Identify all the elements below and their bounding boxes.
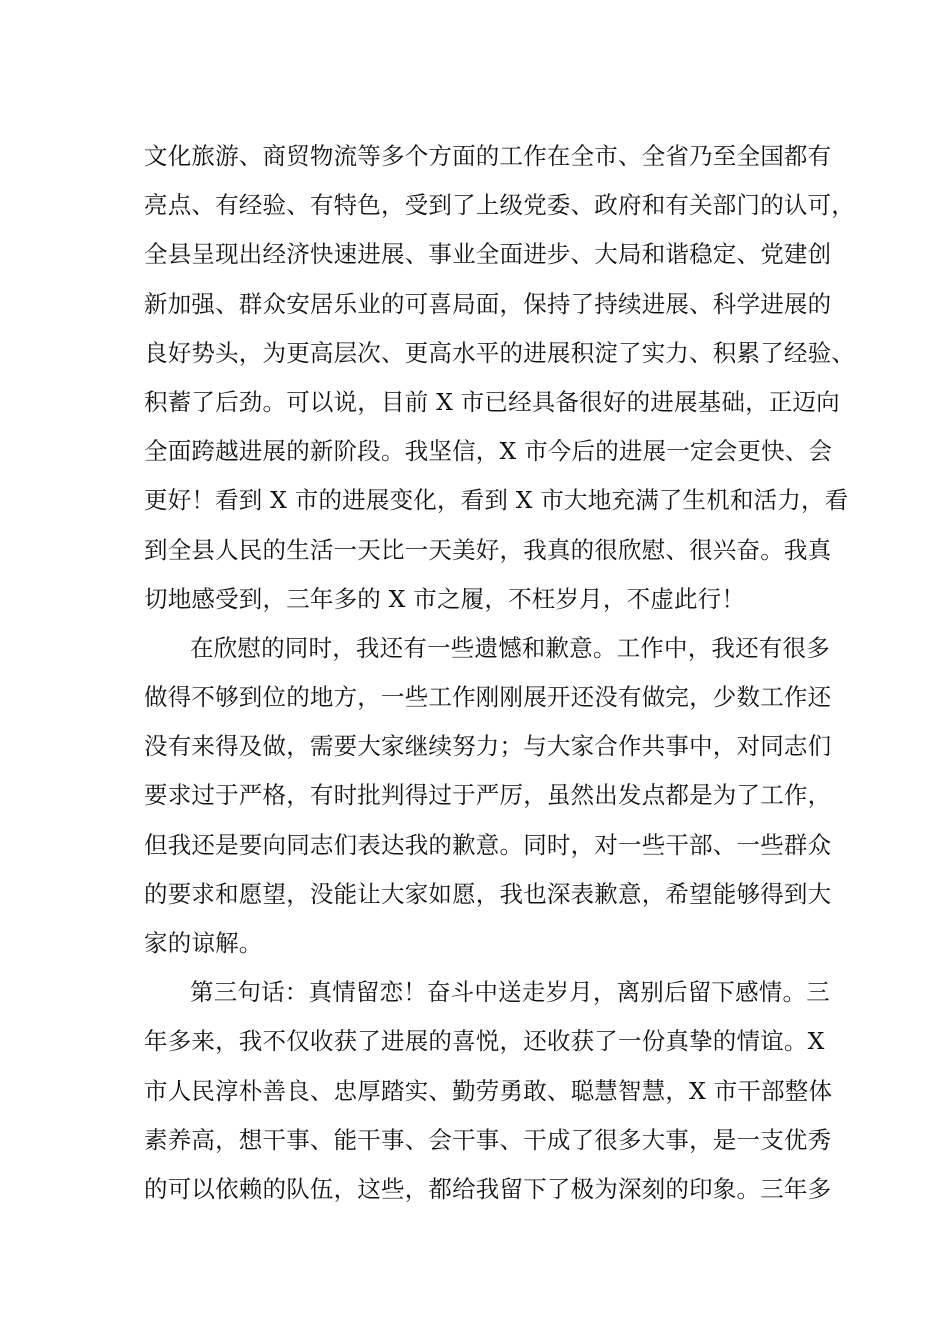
text-line: 到全县人民的生活一天比一天美好，我真的很欣慰、很兴奋。我真 — [144, 535, 832, 564]
text-line: 市人民淳朴善良、忠厚踏实、勤劳勇敢、聪慧智慧，X 市干部整体 — [144, 1076, 833, 1105]
text-line: 的要求和愿望，没能让大家如愿，我也深表歉意，希望能够得到大 — [144, 879, 832, 908]
text-line: 更好！看到 X 市的进展变化，看到 X 市大地充满了生机和活力，看 — [144, 486, 849, 515]
text-line: 全县呈现出经济快速进展、事业全面进步、大局和谐稳定、党建创 — [144, 240, 832, 269]
paragraph-2 — [144, 624, 832, 968]
text-line: 第三句话：真情留恋！奋斗中送走岁月，离别后留下感情。三 — [190, 978, 830, 1007]
text-line: 要求过于严格，有时批判得过于严厉，虽然出发点都是为了工作， — [144, 781, 832, 810]
text-line: 做得不够到位的地方，一些工作刚刚展开还没有做完，少数工作还 — [144, 683, 832, 712]
text-line: 亮点、有经验、有特色，受到了上级党委、政府和有关部门的认可， — [144, 191, 855, 220]
text-line: 全面跨越进展的新阶段。我坚信，X 市今后的进展一定会更快、会 — [144, 437, 833, 466]
text-line: 素养高，想干事、能干事、会干事、干成了很多大事，是一支优秀 — [144, 1125, 832, 1154]
text-line: 文化旅游、商贸物流等多个方面的工作在全市、全省乃至全国都有 — [144, 142, 832, 170]
paragraph-1 — [144, 132, 855, 624]
text-line: 但我还是要向同志们表达我的歉意。同时，对一些干部、一些群众 — [144, 830, 832, 859]
text-line: 家的谅解。 — [144, 929, 263, 957]
document-body — [144, 132, 855, 1214]
text-line: 没有来得及做，需要大家继续努力；与大家合作共事中，对同志们 — [144, 732, 832, 761]
text-line: 积蓄了后劲。可以说，目前 X 市已经具备很好的进展基础，正迈向 — [144, 387, 840, 416]
text-line: 年多来，我不仅收获了进展的喜悦，还收获了一份真挚的情谊。X — [144, 1027, 825, 1056]
text-line: 良好势头，为更高层次、更高水平的进展积淀了实力、积累了经验、 — [144, 338, 855, 367]
text-line: 新加强、群众安居乐业的可喜局面，保持了持续进展、科学进展的 — [144, 289, 832, 318]
paragraph-3 — [144, 968, 833, 1214]
text-line: 切地感受到，三年多的 X 市之履，不枉岁月，不虚此行！ — [144, 584, 746, 613]
text-line: 的可以依赖的队伍，这些，都给我留下了极为深刻的印象。三年多 — [144, 1174, 832, 1203]
text-line: 在欣慰的同时，我还有一些遗憾和歉意。工作中，我还有很多 — [190, 633, 830, 662]
